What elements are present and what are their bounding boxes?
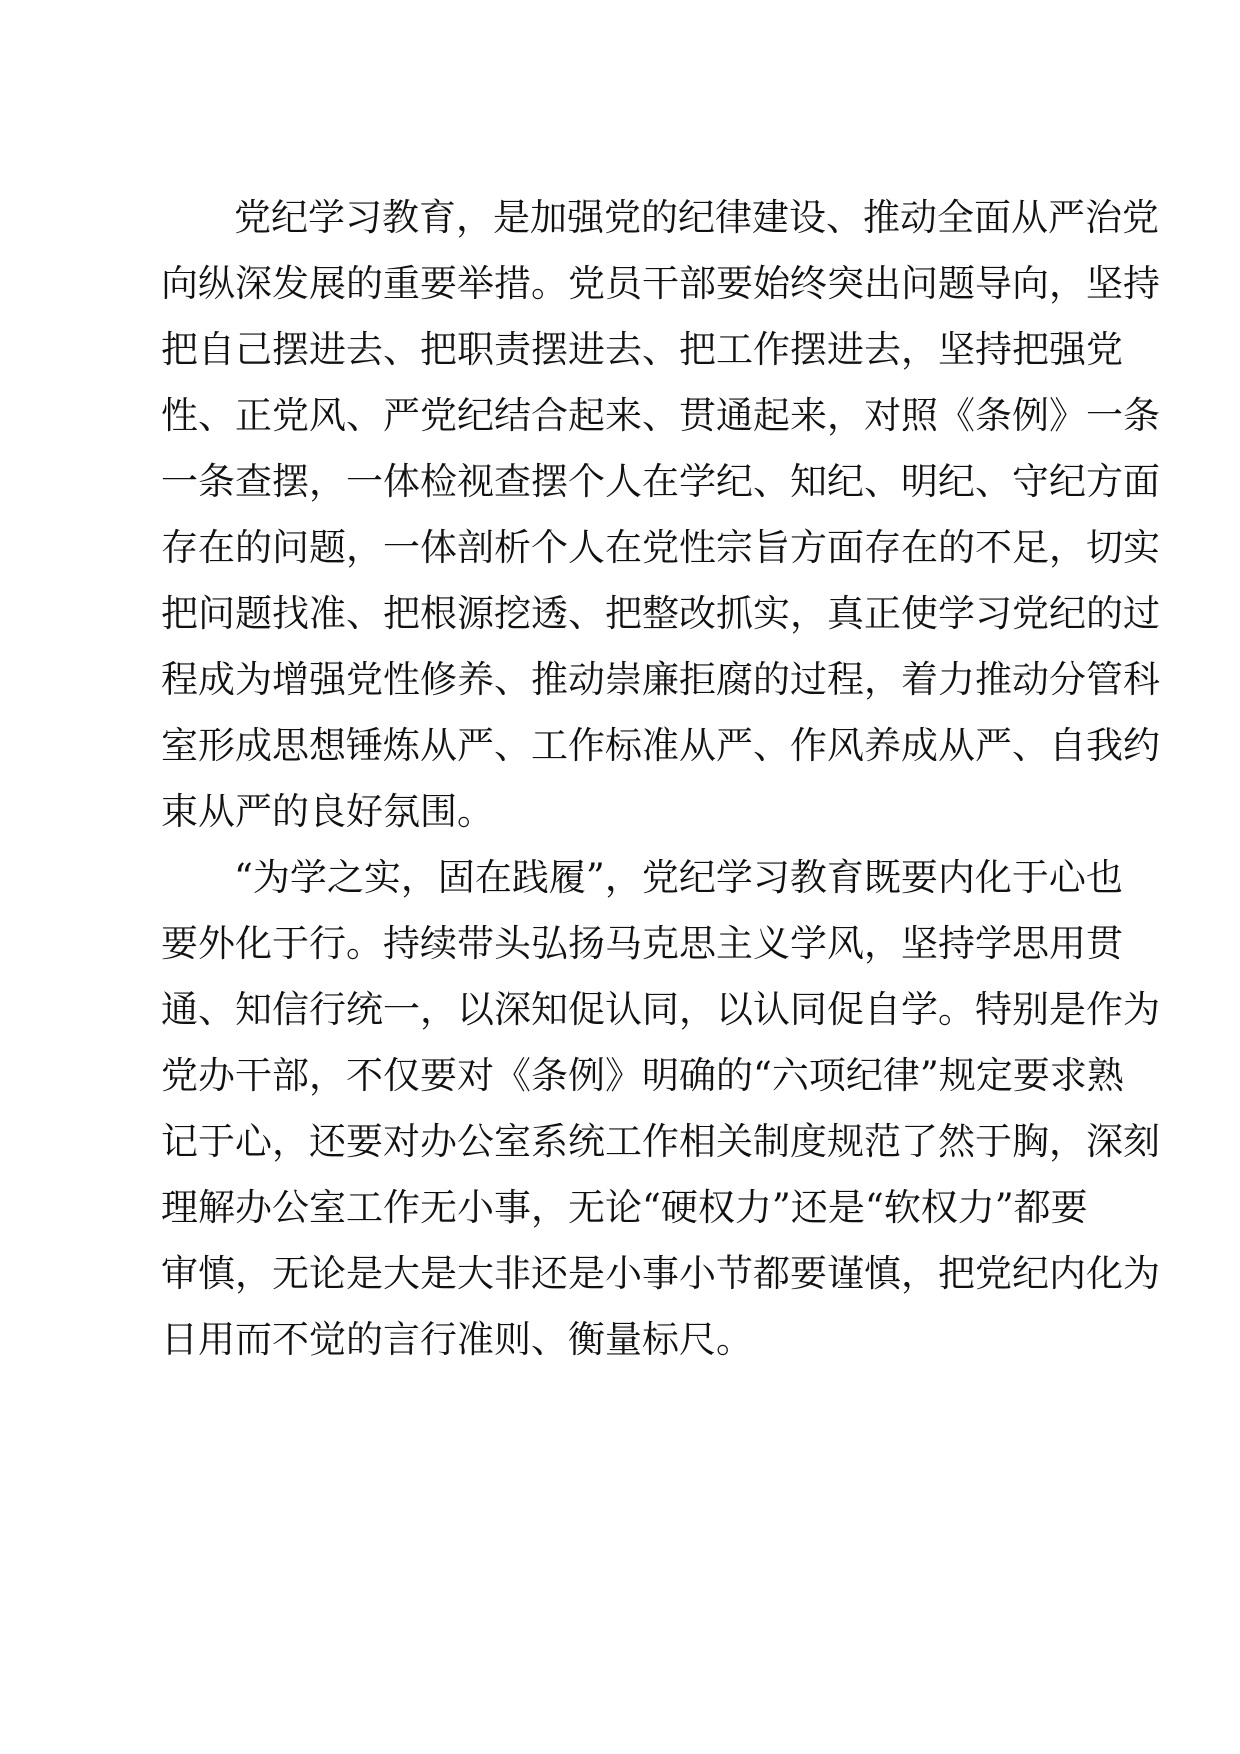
paragraph-line: 通、知信行统一，以深知促认同，以认同促自学。特别是作为: [161, 988, 1160, 1031]
paragraph-line: 束从严的良好氛围。: [161, 790, 494, 833]
paragraph-line: 党纪学习教育，是加强党的纪律建设、推动全面从严治党: [234, 196, 1159, 239]
paragraph-line: 党办干部，不仅要对《条例》明确的“六项纪律”规定要求熟: [161, 1054, 1124, 1097]
paragraph-line: 室形成思想锤炼从严、工作标准从严、作风养成从严、自我约: [161, 724, 1160, 767]
paragraph-line: 程成为增强党性修养、推动崇廉拒腐的过程，着力推动分管科: [161, 658, 1160, 701]
paragraph-line: 要外化于行。持续带头弘扬马克思主义学风，坚持学思用贯: [161, 922, 1123, 965]
paragraph-1: [161, 185, 1160, 845]
paragraph-line: 日用而不觉的言行准则、衡量标尺。: [161, 1318, 753, 1361]
paragraph-line: 把问题找准、把根源挖透、把整改抓实，真正使学习党纪的过: [161, 592, 1160, 635]
paragraph-line: 把自己摆进去、把职责摆进去、把工作摆进去，坚持把强党: [161, 328, 1123, 371]
paragraph-line: “为学之实，固在践履”，党纪学习教育既要内化于心也: [234, 856, 1123, 899]
paragraph-line: 性、正党风、严党纪结合起来、贯通起来，对照《条例》一条: [161, 394, 1160, 437]
paragraph-line: 向纵深发展的重要举措。党员干部要始终突出问题导向，坚持: [161, 262, 1160, 305]
paragraph-line: 审慎，无论是大是大非还是小事小节都要谨慎，把党纪内化为: [161, 1252, 1160, 1295]
document-body: [161, 185, 1160, 1373]
paragraph-line: 理解办公室工作无小事，无论“硬权力”还是“软权力”都要: [161, 1186, 1088, 1229]
paragraph-line: 一条查摆，一体检视查摆个人在学纪、知纪、明纪、守纪方面: [161, 460, 1160, 503]
paragraph-line: 存在的问题，一体剖析个人在党性宗旨方面存在的不足，切实: [161, 526, 1160, 569]
paragraph-line: 记于心，还要对办公室系统工作相关制度规范了然于胸，深刻: [161, 1120, 1160, 1163]
paragraph-2: [161, 845, 1160, 1373]
